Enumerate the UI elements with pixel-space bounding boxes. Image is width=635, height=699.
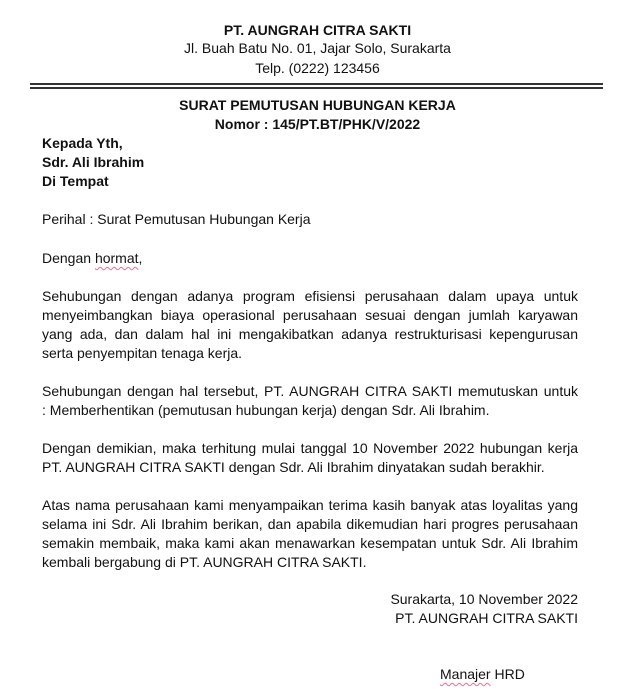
text-line: Sehubungan dengan adanya program efisiensi perusahaan dalam upaya untuk (42, 288, 578, 304)
text-line: selama ini Sdr. Ali Ibrahim berikan, dan apabila dikemudian hari progres perusahaan (42, 516, 578, 532)
company-name: PT. AUNGRAH CITRA SAKTI (223, 22, 412, 38)
recipient-line: Sdr. Ali Ibrahim (42, 154, 145, 170)
paragraph (42, 496, 578, 572)
greeting (42, 249, 142, 268)
letter-title: SURAT PEMUTUSAN HUBUNGAN KERJA (179, 97, 456, 113)
text-line: Sehubungan dengan hal tersebut, PT. AUNGRAH CITRA SAKTI memutuskan untuk (42, 383, 578, 399)
text-line: serta penyempitan tenaga kerja. (42, 345, 243, 361)
signer-title (440, 665, 525, 684)
text-line: PT. AUNGRAH CITRA SAKTI dengan Sdr. Ali Ibrahim dinyatakan sudah berakhir. (42, 459, 545, 475)
place-date: Surakarta, 10 November 2022 (390, 591, 578, 607)
company-phone: Telp. (0222) 123456 (255, 60, 380, 76)
divider (30, 83, 603, 85)
recipient-line: Di Tempat (42, 173, 109, 189)
text-line: menyeimbangkan biaya operasional perusahaan sesuai dengan jumlah karyawan (42, 307, 578, 323)
paragraph (42, 439, 578, 477)
text-line: yang ada, dan dalam hal ini mengakibatkan adanya restrukturisasi kepengurusan (42, 326, 578, 342)
subject: Perihal : Surat Pemutusan Hubungan Kerja (42, 211, 311, 227)
divider (30, 87, 603, 89)
text-line: Atas nama perusahaan kami menyampaikan terima kasih banyak atas loyalitas yang (42, 497, 578, 513)
text-line: : Memberhentikan (pemutusan hubungan kerja) dengan Sdr. Ali Ibrahim. (42, 402, 490, 418)
paragraph (42, 382, 578, 420)
greeting-text: Dengan (42, 250, 95, 266)
greeting-text: , (138, 250, 143, 266)
text-line: Dengan demikian, maka terhitung mulai tanggal 10 November 2022 hubungan kerja (42, 440, 578, 456)
spellcheck-word[interactable]: Manajer (440, 666, 491, 682)
text-line: kembali bergabung di PT. AUNGRAH CITRA SAKTI. (42, 554, 367, 570)
company-address: Jl. Buah Batu No. 01, Jajar Solo, Surakarta (184, 40, 451, 56)
signer-text: HRD (490, 666, 525, 682)
paragraph (42, 287, 578, 363)
text-line: semakin membaik, maka kami akan menawarkan kesempatan untuk Sdr. Ali Ibrahim (42, 535, 578, 551)
letter-number: Nomor : 145/PT.BT/PHK/V/2022 (214, 116, 421, 132)
closing-company: PT. AUNGRAH CITRA SAKTI (395, 610, 578, 626)
recipient-line: Kepada Yth, (42, 135, 123, 151)
spellcheck-word[interactable]: hormat (94, 250, 139, 266)
